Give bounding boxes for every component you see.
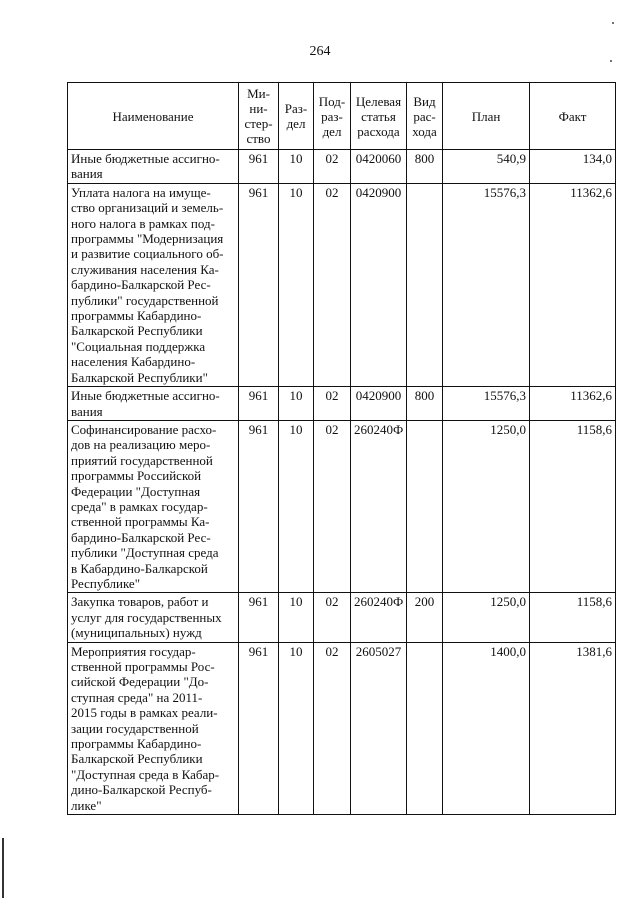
header-name: Наименование [68, 83, 239, 150]
cell-plan: 1400,0 [443, 642, 530, 814]
budget-table [67, 82, 616, 815]
cell-target: 0420900 [351, 183, 407, 386]
cell-name: Софинансирование расхо- дов на реализацию меро- приятий государственной программы Российской Федерации "Доступная среда" в рамках государ- ственной программы Ка- бардино-Балкарской Рес- публики "Доступная среда в Кабардино-Балкарской Республике" [68, 420, 239, 592]
scan-edge-mark [2, 838, 4, 898]
cell-type [407, 183, 443, 386]
cell-section: 10 [279, 183, 314, 386]
cell-name: Закупка товаров, работ и услуг для государственных (муниципальных) нужд [68, 593, 239, 642]
cell-section: 10 [279, 387, 314, 421]
cell-target: 0420900 [351, 387, 407, 421]
cell-type: 200 [407, 593, 443, 642]
table-row [68, 593, 616, 642]
header-target: Целевая статья расхода [351, 83, 407, 150]
cell-plan: 1250,0 [443, 420, 530, 592]
page-number: 264 [309, 44, 331, 59]
cell-section: 10 [279, 593, 314, 642]
cell-plan: 15576,3 [443, 387, 530, 421]
cell-type: 800 [407, 387, 443, 421]
cell-ministry: 961 [239, 387, 279, 421]
cell-type [407, 642, 443, 814]
cell-subsection: 02 [314, 387, 351, 421]
cell-fact: 1158,6 [530, 593, 616, 642]
table-row [68, 387, 616, 421]
header-type: Вид рас- хода [407, 83, 443, 150]
cell-target: 2605027 [351, 642, 407, 814]
cell-plan: 1250,0 [443, 593, 530, 642]
cell-name: Иные бюджетные ассигно- вания [68, 387, 239, 421]
header-plan: План [443, 83, 530, 150]
cell-subsection: 02 [314, 420, 351, 592]
cell-type: 800 [407, 150, 443, 184]
cell-subsection: 02 [314, 593, 351, 642]
cell-ministry: 961 [239, 420, 279, 592]
cell-subsection: 02 [314, 150, 351, 184]
header-fact: Факт [530, 83, 616, 150]
cell-ministry: 961 [239, 150, 279, 184]
cell-target: 260240Ф [351, 420, 407, 592]
cell-type [407, 420, 443, 592]
table-row [68, 150, 616, 184]
cell-fact: 134,0 [530, 150, 616, 184]
cell-name: Иные бюджетные ассигно- вания [68, 150, 239, 184]
cell-name: Мероприятия государ- ственной программы Рос- сийской Федерации "До- ступная среда" на 2011- 2015 годы в рамках реали- зации государственной программы Кабардино- Балкарской Республики "Доступная среда в Кабар- дино-Балкарской Респуб- лике" [68, 642, 239, 814]
cell-ministry: 961 [239, 642, 279, 814]
cell-subsection: 02 [314, 183, 351, 386]
cell-target: 260240Ф [351, 593, 407, 642]
cell-ministry: 961 [239, 183, 279, 386]
cell-fact: 11362,6 [530, 387, 616, 421]
header-section: Раз- дел [279, 83, 314, 150]
cell-name: Уплата налога на имуще- ство организаций и земель- ного налога в рамках под- программы "Модернизация и развитие социального об- служивания населения Ка- бардино-Балкарской Рес- публики" государственной программы Кабардино- Балкарской Республики "Социальная поддержка населения Кабардино- Балкарской Республики" [68, 183, 239, 386]
table-body [68, 150, 616, 815]
cell-section: 10 [279, 642, 314, 814]
header-subsection: Под- раз- дел [314, 83, 351, 150]
cell-plan: 540,9 [443, 150, 530, 184]
cell-ministry: 961 [239, 593, 279, 642]
cell-target: 0420060 [351, 150, 407, 184]
cell-section: 10 [279, 420, 314, 592]
cell-fact: 1381,6 [530, 642, 616, 814]
cell-fact: 1158,6 [530, 420, 616, 592]
table-row [68, 183, 616, 386]
header-row [68, 83, 616, 150]
scan-speck [612, 22, 614, 24]
cell-section: 10 [279, 150, 314, 184]
scan-speck [610, 60, 612, 62]
table-row [68, 420, 616, 592]
cell-plan: 15576,3 [443, 183, 530, 386]
cell-subsection: 02 [314, 642, 351, 814]
table-row [68, 642, 616, 814]
header-ministry: Ми- ни- стер- ство [239, 83, 279, 150]
cell-fact: 11362,6 [530, 183, 616, 386]
